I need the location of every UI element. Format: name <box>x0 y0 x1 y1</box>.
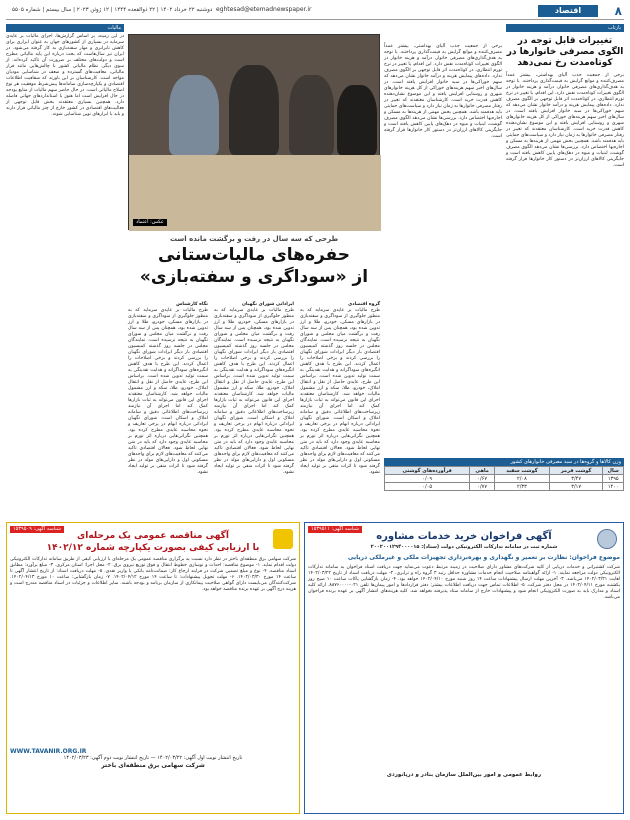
table-header: ماهی <box>470 467 495 475</box>
table-cell: ۳/۴۷ <box>549 475 603 483</box>
section-email: eghtesad@etemadnewspaper.ir <box>216 6 312 13</box>
date-line: دوشنبه ۲۲ خرداد ۱۴۰۲ | ۲۲ ذوالقعده ۱۴۴۴ | ۱۲ ژوئن ۲۰۲۳ | سال بیستم | شماره ۵۵۰۵ <box>12 7 213 13</box>
main-article-body: طرح مالیات بر عایدی سرمایه که به منظور جلوگیری از سوداگری و سفته‌بازی در بازارهای مسکن، خودرو، طلا و ارز تدوین شده بود، همچنان پس از سه سال رفت و برگشت میان مجلس و شورای نگهبان به نتیجه نرسیده است. نمایندگان مجلس در جلسه روز گذشته کمیسیون اقتصادی بار دیگر ایرادات شورای نگهبان را بررسی کردند و برخی اصلاحات را اعمال کردند. این طرح با هدف کاهش انگیزه‌های سوداگرانه و هدایت نقدینگی به سمت تولید تدوین شده است. براساس این طرح، عایدی حاصل از نقل و انتقال املاک، خودرو، طلا، سکه و ارز مشمول مالیات خواهد شد. کارشناسان معتقدند اجرای این قانون می‌تواند به ثبات بازارها کمک کند اما اجرای آن نیازمند زیرساخت‌های اطلاعاتی دقیق و سامانه املاک و اسکان است. شورای نگهبان ایراداتی درباره ابهام در برخی تعاریف و نحوه محاسبه عایدی مطرح کرده بود. همچنین نگرانی‌هایی درباره اثر تورم بر محاسبه عایدی وجود دارد که باید در متن نهایی لحاظ شود. فعالان اقتصادی تاکید می‌کنند که معافیت‌های لازم برای واحدهای مسکونی اول و دارایی‌های مولد در نظر گرفته شود تا اثرات منفی بر تولید ایجاد نشود. <box>300 308 380 475</box>
ad-dates: تاریخ انتشار نوبت اول آگهی: ۱۴۰۲/۰۳/۲۲ — تاریخ انتشار نوبت دوم آگهی: ۱۴۰۲/۰۳/۲۳ <box>63 755 243 761</box>
headline-line-2: از «سوداگری و سفته‌بازی» <box>139 267 369 287</box>
headline-line-1: حفره‌های مالیات‌ستانی <box>157 245 351 265</box>
ad-body: شرکت کشتیرانی و خدمات دریایی از کلیه شرکت‌های مشاور دارای صلاحیت در زمینه مرتبط دعوت می‌نماید جهت دریافت اسناد فراخوان به سامانه تدارکات الکترونیکی دولت مراجعه نمایند. ۱- ارائه گواهینامه صلاحیت انجام خدمات مشاوره حداقل رتبه ۳ گروه راه و ترابری. ۲- مهلت دریافت اسناد از تاریخ ۱۴۰۲/۰۳/۲۲ لغایت ۱۴۰۲/۰۳/۳۱ می‌باشد. ۳- آخرین مهلت ارسال پیشنهادات ساعت ۱۴ روز شنبه مورخ ۱۴۰۲/۰۴/۱۰ خواهد بود. ۴- زمان بازگشایی پاکات ساعت ۱۰ صبح روز یکشنبه مورخ ۱۴۰۲/۰۴/۱۱ در محل دفتر شرکت. ۵- اطلاعات تماس جهت دریافت اطلاعات بیشتر: دفتر قراردادها و امور پیمان‌ها تلفن ۰۲۱-۸۸۷۶۰۰۰۰. ارائه کلیه اسناد و مدارک باید به صورت الکترونیکی انجام شود و پیشنهادات خارج از سامانه ستاد پذیرفته نخواهد شد. کلیه هزینه‌های انتشار آگهی بر عهده برنده فراخوان می‌باشد. <box>308 565 621 600</box>
headline-kicker: طرحی که سه سال در رفت و برگشت مانده است <box>169 235 339 243</box>
consumption-table <box>384 466 624 491</box>
table-header: سال <box>603 467 624 475</box>
main-headline-block <box>128 234 380 298</box>
ad-badge: شناسه آگهی: ۱۵۳۹۵۱۱ <box>308 526 362 533</box>
ad-registration: شماره ثبت در سامانه تدارکات الکترونیکی دولت (ستاد): ۲۰۰۲۰۰۱۲۹۴۰۰۰۰۱۵ <box>370 544 558 550</box>
table-cell: ۳/۱۷ <box>549 483 603 491</box>
table-header: گوشت قرمز <box>549 467 603 475</box>
ad-subject: موضوع فراخوان: نظارت بر تعمیر و نگهداری و بهره‌برداری تجهیزات ملکی و غیرملکی دریایی <box>347 554 620 561</box>
main-article <box>128 302 380 475</box>
section-label: اقتصاد <box>538 5 598 17</box>
table-row <box>385 483 624 491</box>
table-caption: وزن کالاها و گروه‌ها در سبد مصرفی خانوارهای کشور <box>384 458 624 466</box>
right-article-body: برخی از جمعیت جذب آلیای بهداشتی، بیشتر عمداً مصرف‌کننده و موانع گرایش به قیمت‌گذاری پرداختند. با توجه به هدف‌گذاری‌های مصرفی خانوار، درآمد و هزینه خانوار در الگوی تغییرات کوتاه‌مدت نقش دارد. این اقدام، یا تغییر در نرخ تورم انتظاری، در کوتاه‌مدت اثر قابل توجهی بر الگوی مصرف ندارد. داده‌های پیمایش هزینه و درآمد خانوار نشان می‌دهد که سهم خوراکی‌ها در سبد خانوار افزایش یافته است. در سال‌های اخیر سهم هزینه‌های خوراکی از کل هزینه خانوارهای شهری و روستایی افزایش یافته و این موضوع نشان‌دهنده کاهش قدرت خرید است. کارشناسان معتقدند که تغییر در رفتار مصرفی خانوارها به زمان نیاز دارد و سیاست‌های حمایتی باید هدفمند باشد. همچنین بخش مهمی از هزینه‌ها به مسکن و اجاره‌بها اختصاص دارد. بررسی‌ها نشان می‌دهد الگوی مصرف گوشت، لبنیات و میوه در دهک‌های پایین کاهش یافته است و جایگزینی کالاهای ارزان‌تر در دستور کار خانوارها قرار گرفته است. <box>506 73 624 168</box>
table-cell: ۱۳۹۵ <box>603 475 624 483</box>
ad-badge: شناسه آگهی: ۱۵۳۹۵۰۹ <box>10 526 64 533</box>
left-column-body: در این زمینه، بر اساس گزارش‌ها، اجرای مالیات بر عایدی سرمایه در بسیاری از کشورهای جهان به عنوان ابزاری برای کاهش نابرابری و مهار سفته‌بازی به کار گرفته می‌شود. در ایران نیز سال‌هاست که بحث درباره این پایه مالیاتی مطرح است و دولت‌های مختلف بر ضرورت آن تاکید کرده‌اند. از سوی دیگر، نظام مالیاتی کشور با چالش‌هایی مانند فرار مالیاتی، معافیت‌های گسترده و ضعف در شناسایی مودیان مواجه است. کارشناسان بر این باورند که شفافیت اطلاعات اقتصادی و یکپارچه‌سازی سامانه‌ها پیش‌شرط موفقیت هر نوع اصلاح مالیاتی است. در حال حاضر سهم مالیات از منابع بودجه در حال افزایش است اما هنوز با استانداردهای جهانی فاصله دارد. همچنین بسیاری معتقدند بخش قابل توجهی از فعالیت‌های اقتصادی در کشور خارج از چتر مالیاتی قرار دارند و باید با ابزارهای نوین شناسایی شوند. <box>6 34 124 117</box>
photo-caption: عکس: اعتماد <box>133 219 167 226</box>
subhead: نگاه کارشناس <box>176 302 208 307</box>
right-article-title: تغییرات قابل توجه در الگوی مصرفی خانوارها در کوتاه‌مدت رخ نمی‌دهد <box>506 36 624 68</box>
tavanir-logo-icon <box>273 529 293 549</box>
right-article-continued: برخی از جمعیت جذب آلیای بهداشتی، بیشتر عمداً مصرف‌کننده و موانع گرایش به قیمت‌گذاری پرداختند. با توجه به هدف‌گذاری‌های مصرفی خانوار، درآمد و هزینه خانوار در الگوی تغییرات کوتاه‌مدت نقش دارد. این اقدام، یا تغییر در نرخ تورم انتظاری، در کوتاه‌مدت اثر قابل توجهی بر الگوی مصرف ندارد. داده‌های پیمایش هزینه و درآمد خانوار نشان می‌دهد که سهم خوراکی‌ها در سبد خانوار افزایش یافته است. در سال‌های اخیر سهم هزینه‌های خوراکی از کل هزینه خانوارهای شهری و روستایی افزایش یافته و این موضوع نشان‌دهنده کاهش قدرت خرید است. کارشناسان معتقدند که تغییر در رفتار مصرفی خانوارها به زمان نیاز دارد و سیاست‌های حمایتی باید هدفمند باشد. همچنین بخش مهمی از هزینه‌ها به مسکن و اجاره‌بها اختصاص دارد. بررسی‌ها نشان می‌دهد الگوی مصرف گوشت، لبنیات و میوه در دهک‌های پایین کاهش یافته است و جایگزینی کالاهای ارزان‌تر در دستور کار خانوارها قرار گرفته است. <box>384 44 502 139</box>
table-row <box>385 475 624 483</box>
consumption-table-box <box>384 458 624 520</box>
ad-website-link[interactable]: WWW.TAVANIR.ORG.IR <box>10 748 87 755</box>
page-header <box>6 4 624 20</box>
table-cell: ۲/۳۳ <box>494 483 549 491</box>
ad-footer: شرکت سهامی برق منطقه‌ای باختر <box>101 762 205 769</box>
left-tag: مالیات <box>6 24 124 32</box>
table-cell: ۰/۰۹ <box>385 475 470 483</box>
left-column <box>6 24 124 454</box>
table-cell: ۱۴۰۰ <box>603 483 624 491</box>
table-cell: ۰/۶۷ <box>470 475 495 483</box>
page-number: ۸ <box>614 4 622 18</box>
tender-ad <box>6 522 300 814</box>
ad-footer: روابط عمومی و امور بین‌الملل سازمان بنادر و دریانوردی <box>386 772 542 778</box>
main-article-body: طرح مالیات بر عایدی سرمایه که به منظور جلوگیری از سوداگری و سفته‌بازی در بازارهای مسکن، خودرو، طلا و ارز تدوین شده بود، همچنان پس از سه سال رفت و برگشت میان مجلس و شورای نگهبان به نتیجه نرسیده است. نمایندگان مجلس در جلسه روز گذشته کمیسیون اقتصادی بار دیگر ایرادات شورای نگهبان را بررسی کردند و برخی اصلاحات را اعمال کردند. این طرح با هدف کاهش انگیزه‌های سوداگرانه و هدایت نقدینگی به سمت تولید تدوین شده است. براساس این طرح، عایدی حاصل از نقل و انتقال املاک، خودرو، طلا، سکه و ارز مشمول مالیات خواهد شد. کارشناسان معتقدند اجرای این قانون می‌تواند به ثبات بازارها کمک کند اما اجرای آن نیازمند زیرساخت‌های اطلاعاتی دقیق و سامانه املاک و اسکان است. شورای نگهبان ایراداتی درباره ابهام در برخی تعاریف و نحوه محاسبه عایدی مطرح کرده بود. همچنین نگرانی‌هایی درباره اثر تورم بر محاسبه عایدی وجود دارد که باید در متن نهایی لحاظ شود. فعالان اقتصادی تاکید می‌کنند که معافیت‌های لازم برای واحدهای مسکونی اول و دارایی‌های مولد در نظر گرفته شود تا اثرات منفی بر تولید ایجاد نشود. <box>214 308 294 475</box>
ad-title-2: با ارزیابی کیفی بصورت یکپارچه شماره ۱۴۰۲/۱۲ <box>46 543 260 553</box>
table-header: فرآورده‌های گوشتی <box>385 467 470 475</box>
table-header: گوشت سفید <box>494 467 549 475</box>
table-cell: ۰/۰۵ <box>385 483 470 491</box>
ad-title-1: آگهی مناقصه عمومی یک مرحله‌ای <box>77 531 229 541</box>
right-tag: بازتاب <box>506 24 624 32</box>
byline: گروه اقتصادی <box>348 302 380 307</box>
right-article <box>506 24 624 454</box>
ad-title: آگهی فراخوان خرید خدمات مشاوره <box>376 531 552 542</box>
meeting-photo <box>128 34 380 230</box>
table-cell: ۲/۰۸ <box>494 475 549 483</box>
subhead: ایراداتی شورای نگهبان <box>241 302 294 307</box>
table-cell: ۰/۷۷ <box>470 483 495 491</box>
ad-body: شرکت سهامی برق منطقه‌ای باختر در نظر دارد نسبت به برگزاری مناقصه عمومی یک مرحله‌ای با ارزیابی کیفی از طریق سامانه تدارکات الکترونیکی دولت اقدام نماید. ۱- موضوع مناقصه: احداث و نوسازی خطوط انتقال و فوق توزیع نیروی برق. ۲- محل اجرا: استان مرکزی. ۳- مبلغ برآورد: مطابق اسناد مناقصه. ۴- نوع و مبلغ تضمین شرکت در فرایند ارجاع کار: ضمانت‌نامه بانکی یا واریز نقدی. ۵- مهلت دریافت اسناد: از تاریخ انتشار آگهی تا ساعت ۱۴ مورخ ۱۴۰۲/۰۳/۳۰. ۶- مهلت تحویل پیشنهادات: تا ساعت ۱۴ مورخ ۱۴۰۲/۰۴/۱۲. ۷- زمان بازگشایی: ساعت ۱۰ مورخ ۱۴۰۲/۰۴/۱۳. شرکت‌کنندگان می‌بایست دارای گواهی صلاحیت پیمانکاری از سازمان برنامه و بودجه باشند. سایر اطلاعات و جزئیات در اسناد مناقصه مندرج است و هزینه درج آگهی بر عهده برنده مناقصه خواهد بود. <box>10 557 297 592</box>
main-article-body: طرح مالیات بر عایدی سرمایه که به منظور جلوگیری از سوداگری و سفته‌بازی در بازارهای مسکن، خودرو، طلا و ارز تدوین شده بود، همچنان پس از سه سال رفت و برگشت میان مجلس و شورای نگهبان به نتیجه نرسیده است. نمایندگان مجلس در جلسه روز گذشته کمیسیون اقتصادی بار دیگر ایرادات شورای نگهبان را بررسی کردند و برخی اصلاحات را اعمال کردند. این طرح با هدف کاهش انگیزه‌های سوداگرانه و هدایت نقدینگی به سمت تولید تدوین شده است. براساس این طرح، عایدی حاصل از نقل و انتقال املاک، خودرو، طلا، سکه و ارز مشمول مالیات خواهد شد. کارشناسان معتقدند اجرای این قانون می‌تواند به ثبات بازارها کمک کند اما اجرای آن نیازمند زیرساخت‌های اطلاعاتی دقیق و سامانه املاک و اسکان است. شورای نگهبان ایراداتی درباره ابهام در برخی تعاریف و نحوه محاسبه عایدی مطرح کرده بود. همچنین نگرانی‌هایی درباره اثر تورم بر محاسبه عایدی وجود دارد که باید در متن نهایی لحاظ شود. فعالان اقتصادی تاکید می‌کنند که معافیت‌های لازم برای واحدهای مسکونی اول و دارایی‌های مولد در نظر گرفته شود تا اثرات منفی بر تولید ایجاد نشود. <box>128 308 208 475</box>
consulting-tender-ad <box>304 522 624 814</box>
ports-logo-icon <box>597 529 617 549</box>
